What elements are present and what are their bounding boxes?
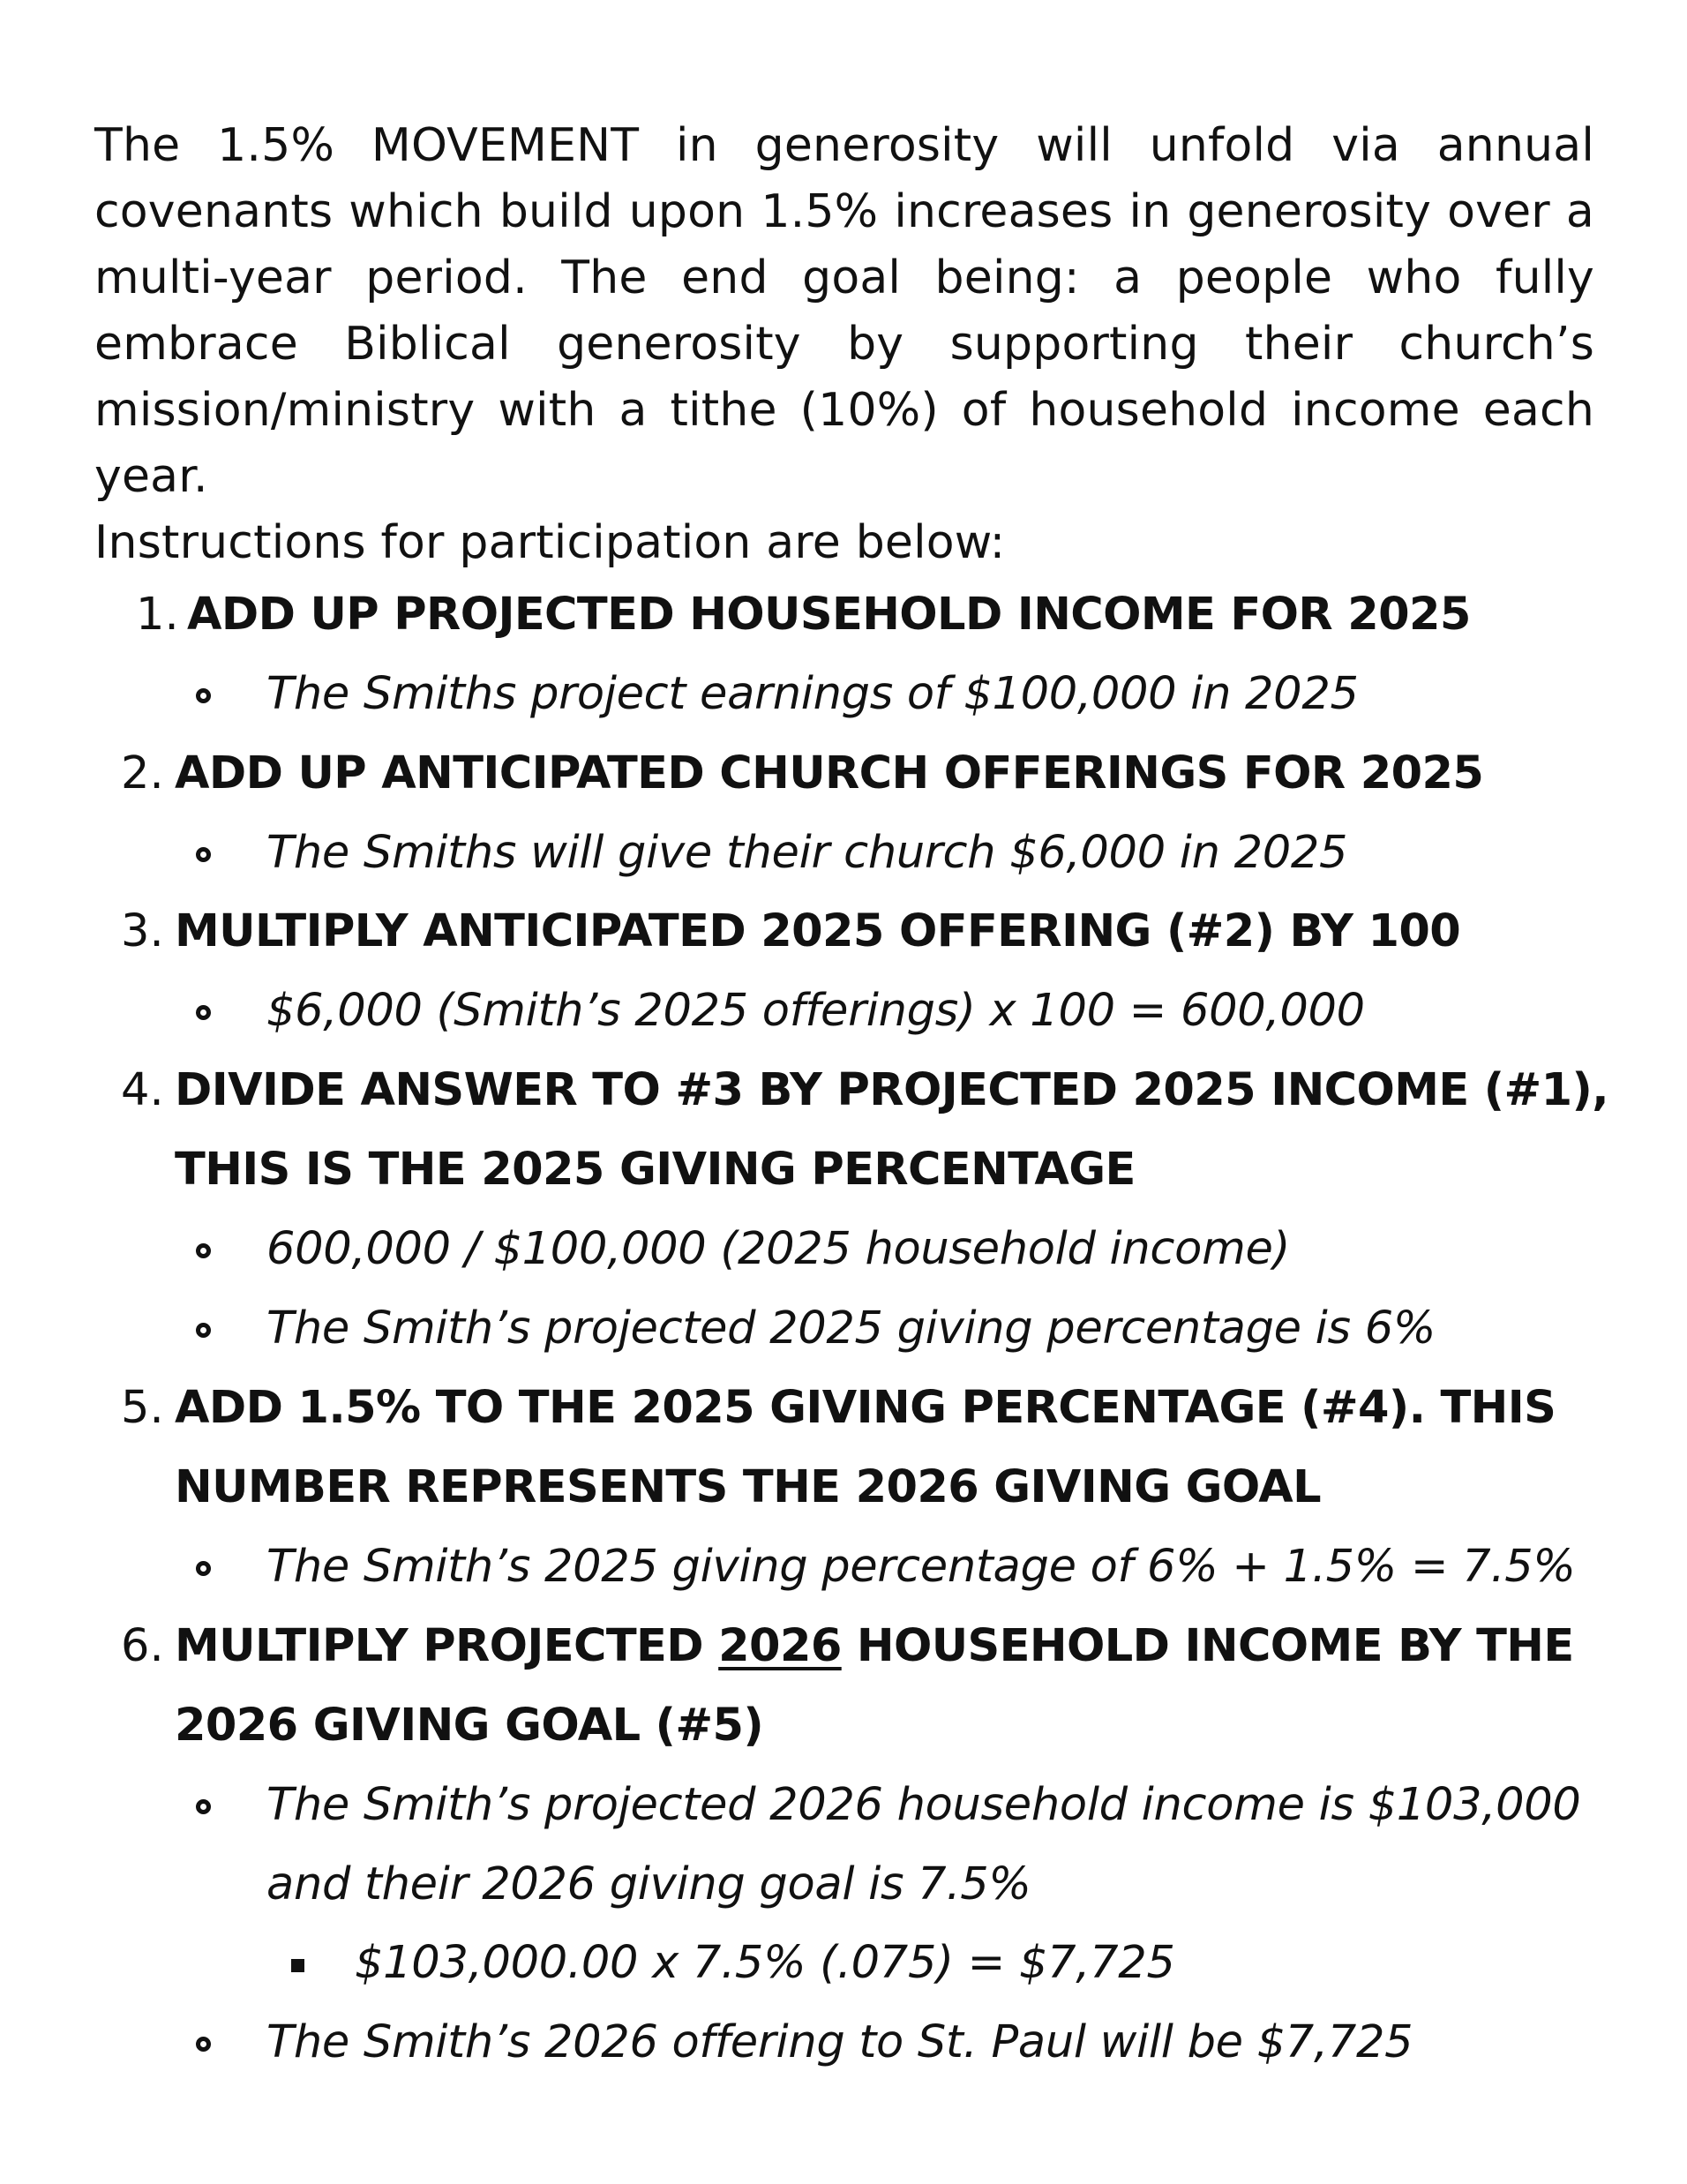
step-detail-text: and their 2026 giving goal is 7.5% [266,1858,1031,1910]
circle-bullet-icon [196,2037,211,2052]
step-detail-text: The Smiths will give their church $6,000 in 2025 [266,827,1348,879]
step-heading: ADD UP PROJECTED HOUSEHOLD INCOME FOR 2025 [187,589,1471,641]
step-number: 1. [136,589,179,641]
step-heading-line-1: ADD 1.5% TO THE 2025 GIVING PERCENTAGE (#4). THIS [175,1382,1556,1434]
step-heading-line-1 [175,1607,1574,1686]
heading-text: HOUSEHOLD INCOME BY THE [841,1620,1574,1672]
intro-text: The 1.5% MOVEMENT in generosity will unfold via annual covenants which build upon 1.5% increases in generosity over a multi-year period. The end goal being: a people who fully embrace Biblical generosity by supporting their church’s mission/ministry with a tithe (10%) of household income each year. [94,119,1594,503]
circle-bullet-icon [196,1005,211,1020]
step-detail-text: The Smith’s projected 2026 household income is $103,000 [266,1779,1581,1831]
circle-bullet-icon [196,1561,211,1576]
step-number: 2. [121,747,164,799]
step-subdetail-text: $103,000.00 x 7.5% (.075) = $7,725 [355,1937,1175,1989]
step-detail-text: 600,000 / $100,000 (2025 household income) [266,1223,1291,1275]
circle-bullet-icon [196,1799,211,1814]
step-detail-text: The Smith’s 2025 giving percentage of 6% + 1.5% = 7.5% [266,1541,1576,1593]
step-heading: MULTIPLY ANTICIPATED 2025 OFFERING (#2) BY 100 [175,905,1461,957]
step-heading-line-1: DIVIDE ANSWER TO #3 BY PROJECTED 2025 INCOME (#1), [175,1064,1608,1116]
step-heading-line-2: 2026 GIVING GOAL (#5) [175,1700,764,1752]
step-detail-text: The Smith’s 2026 offering to St. Paul will be $7,725 [266,2016,1413,2068]
heading-underlined-year: 2026 [718,1620,842,1672]
step-heading-line-2: THIS IS THE 2025 GIVING PERCENTAGE [175,1144,1136,1196]
square-bullet-icon [291,1959,304,1972]
step-number: 5. [121,1382,164,1434]
step-detail-text: The Smiths project earnings of $100,000 in 2025 [266,668,1359,720]
step-detail-text: $6,000 (Smith’s 2025 offerings) x 100 = 600,000 [266,985,1365,1037]
circle-bullet-icon [196,1243,211,1258]
circle-bullet-icon [196,688,211,703]
step-number: 3. [121,905,164,957]
circle-bullet-icon [196,1323,211,1338]
step-number: 4. [121,1064,164,1116]
intro-instructions: Instructions for participation are below: [94,516,1006,569]
heading-text: MULTIPLY PROJECTED [175,1620,719,1672]
step-heading-line-2: NUMBER REPRESENTS THE 2026 GIVING GOAL [175,1461,1322,1513]
step-detail-text: The Smith’s projected 2025 giving percentage is 6% [266,1302,1436,1355]
step-heading: ADD UP ANTICIPATED CHURCH OFFERINGS FOR 2025 [175,747,1484,799]
intro-paragraph [94,113,1594,576]
step-number: 6. [121,1620,164,1672]
circle-bullet-icon [196,847,211,862]
